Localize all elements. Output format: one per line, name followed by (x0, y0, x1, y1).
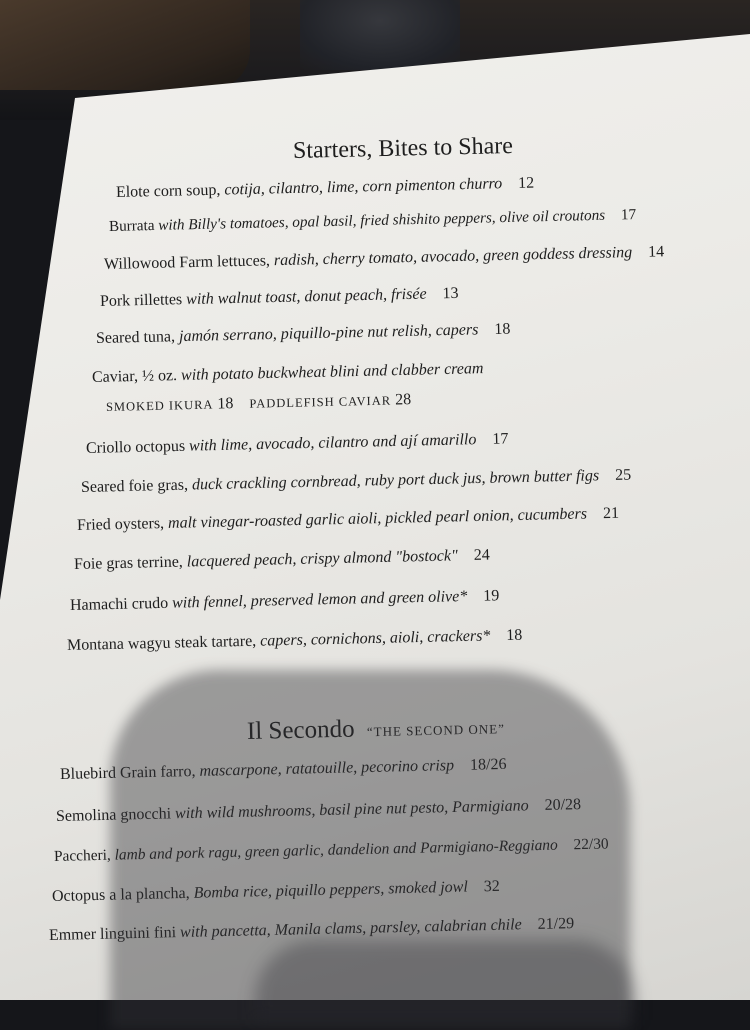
item-name: Foie gras terrine, (73, 553, 184, 573)
starters-heading (293, 133, 514, 165)
item-desc: lamb and pork ragu, green garlic, dandelion and Parmigiano-Reggiano (114, 836, 558, 864)
item-price: 14 (647, 243, 665, 261)
item-price: 12 (518, 174, 535, 192)
item-desc: with lime, avocado, cilantro and ají amarillo (188, 431, 477, 455)
item-desc: mascarpone, ratatouille, pecorino crisp (199, 757, 455, 780)
menu-item (77, 505, 619, 535)
item-desc: with Billy's tomatoes, opal basil, fried shishito peppers, olive oil croutons (158, 206, 606, 234)
item-desc: with walnut toast, donut peach, frisée (185, 285, 427, 309)
item-desc: cotija, cilantro, lime, corn pimenton churro (224, 175, 503, 199)
item-name: Octopus a la plancha, (51, 884, 190, 905)
item-price: 24 (473, 546, 490, 564)
item-name: Emmer linguini fini (48, 924, 177, 944)
item-desc: Bomba rice, piquillo peppers, smoked jowl (193, 878, 468, 902)
item-desc: with wild mushrooms, basil pine nut pesto, Parmigiano (174, 797, 529, 823)
menu-item (92, 360, 484, 387)
item-desc: capers, cornichons, aioli, crackers* (260, 627, 491, 650)
item-name: Burrata (108, 216, 155, 235)
menu-item (74, 547, 490, 574)
item-price: 22/30 (573, 835, 609, 854)
menu-item (54, 835, 609, 866)
menu-item (104, 243, 665, 274)
caviar-option-label: SMOKED IKURA (105, 397, 214, 414)
menu-item (81, 467, 632, 497)
menu-item (52, 878, 500, 906)
menu-item (100, 285, 459, 311)
item-desc: duck crackling cornbread, ruby port duck jus, brown butter figs (191, 467, 600, 494)
item-name: Criollo octopus (85, 437, 186, 457)
caviar-option-price: 28 (394, 391, 412, 409)
item-price: 25 (614, 466, 632, 484)
item-desc: lacquered peach, crispy almond "bostock" (186, 547, 458, 571)
menu-item (70, 587, 500, 615)
menu-item (49, 915, 575, 945)
item-name: Montana wagyu steak tartare, (66, 632, 257, 654)
item-desc: with pancetta, Manila clams, parsley, calabrian chile (179, 916, 522, 942)
item-desc: malt vinegar-roasted garlic aioli, pickled pearl onion, cucumbers (167, 505, 588, 532)
item-desc: with potato buckwheat blini and clabber cream (180, 360, 484, 384)
item-price: 20/28 (544, 796, 582, 814)
item-name: Elote corn soup, (115, 181, 221, 201)
menu-item (56, 796, 581, 826)
caviar-option-price: 18 (217, 395, 234, 413)
item-name: Hamachi crudo (69, 594, 169, 614)
secondo-subtitle: “THE SECOND ONE” (366, 721, 506, 740)
menu-item (67, 627, 523, 655)
item-name: Fried oysters, (76, 515, 165, 534)
item-price: 17 (492, 430, 509, 448)
item-name: Bluebird Grain farro, (59, 762, 196, 783)
item-price: 18 (506, 626, 523, 645)
item-price: 21/29 (537, 915, 575, 933)
item-name: Caviar, ½ oz. (91, 367, 178, 386)
menu-item (96, 321, 511, 348)
secondo-heading (247, 712, 505, 746)
item-desc: jamón serrano, piquillo-pine nut relish, capers (178, 321, 479, 346)
item-name: Semolina gnocchi (55, 805, 172, 825)
item-price: 18/26 (469, 755, 507, 774)
menu-item (116, 175, 535, 202)
caviar-option-label: PADDLEFISH CAVIAR (249, 393, 392, 411)
menu-item (60, 756, 507, 784)
menu-item (86, 430, 509, 458)
item-price: 21 (602, 504, 620, 523)
item-price: 18 (494, 320, 511, 338)
item-desc: with fennel, preserved lemon and green olive* (171, 587, 468, 612)
item-name: Willowood Farm lettuces, (103, 252, 271, 273)
item-price: 13 (442, 284, 459, 303)
item-price: 19 (483, 587, 500, 605)
item-name: Seared foie gras, (80, 476, 189, 496)
starters-title: Starters, Bites to Share (292, 133, 514, 164)
item-name: Pork rillettes (99, 291, 183, 310)
item-name: Paccheri, (53, 846, 111, 865)
item-price: 17 (620, 206, 637, 224)
item-name: Seared tuna, (95, 328, 176, 347)
item-price: 32 (483, 877, 500, 896)
item-desc: radish, cherry tomato, avocado, green goddess dressing (273, 244, 633, 270)
menu-item (109, 206, 637, 236)
caviar-options (106, 391, 412, 416)
secondo-title: Il Secondo (246, 715, 355, 745)
